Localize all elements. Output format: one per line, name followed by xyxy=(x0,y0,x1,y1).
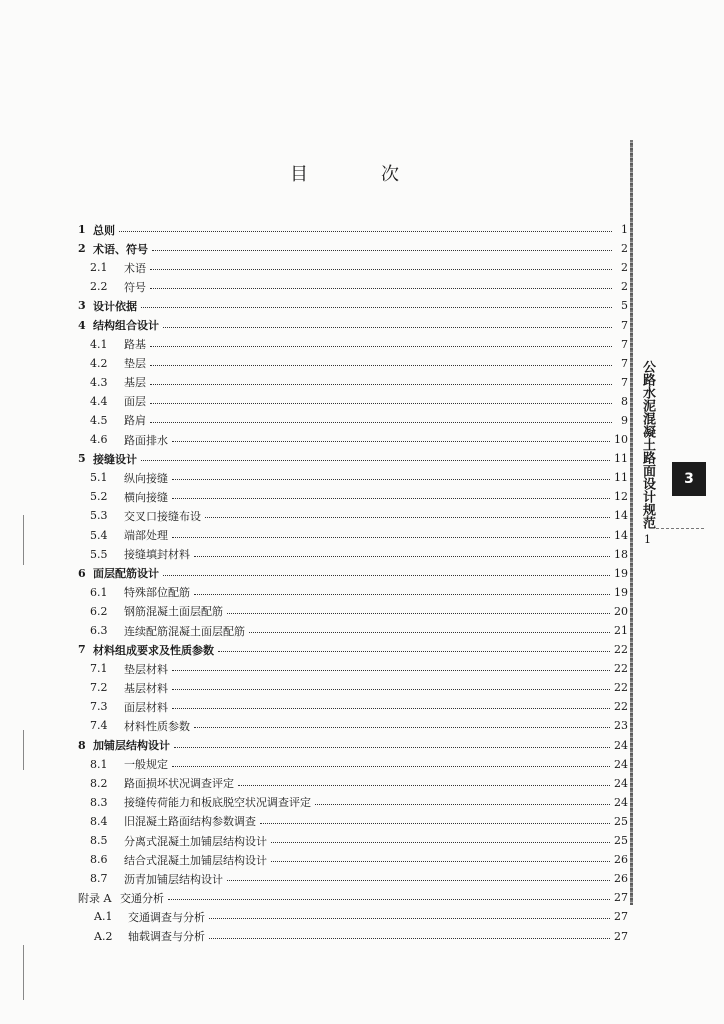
toc-entry-label: 旧混凝土路面结构参数调查 xyxy=(124,815,256,829)
toc-entry-number: 5.1 xyxy=(90,471,108,485)
dot-leader xyxy=(172,498,610,499)
dot-leader xyxy=(209,938,610,939)
toc-entry xyxy=(78,277,628,296)
toc-entry-number: 5 xyxy=(78,452,86,466)
book-spine-edge xyxy=(630,140,633,905)
toc-entry xyxy=(78,716,628,735)
toc-entry xyxy=(78,640,628,659)
dot-leader xyxy=(218,651,610,652)
toc-entry-number: 7 xyxy=(78,643,86,657)
side-book-title: 公路水泥混凝土路面设计规范 xyxy=(640,360,655,529)
toc-entry-page: 25 xyxy=(614,814,628,828)
toc-entry-number: 2.2 xyxy=(90,280,108,294)
toc-entry xyxy=(78,831,628,850)
toc-entry-page: 10 xyxy=(614,433,628,447)
toc-entry-page: 7 xyxy=(621,375,628,389)
toc-entry-number: 8.3 xyxy=(90,795,108,809)
toc-entry-label: 垫层 xyxy=(124,357,146,371)
toc-entry-page: 1 xyxy=(621,223,628,237)
toc-entry-page: 23 xyxy=(614,719,628,733)
toc-entry-page: 22 xyxy=(614,700,628,714)
title-char-2: 次 xyxy=(381,164,400,185)
toc-entry-number: 8 xyxy=(78,738,86,752)
toc-entry-label: 端部处理 xyxy=(124,529,168,543)
toc-entry-number: 5.4 xyxy=(90,528,108,542)
dot-leader xyxy=(174,747,610,748)
toc-entry-number: 5.5 xyxy=(90,547,108,561)
toc-entry-number: A.1 xyxy=(94,910,113,924)
page-title xyxy=(290,160,400,186)
toc-entry xyxy=(78,449,628,468)
toc-entry-label: 路肩 xyxy=(124,414,146,428)
dot-leader xyxy=(172,537,610,538)
toc-entry-label: 交通分析 xyxy=(120,891,164,905)
dot-leader xyxy=(172,670,610,671)
toc-entry-page: 24 xyxy=(614,776,628,790)
toc-entry-label: 基层 xyxy=(124,376,146,390)
toc-entry-number: 7.1 xyxy=(90,662,108,676)
toc-entry xyxy=(78,926,628,945)
dot-leader xyxy=(172,708,610,709)
dot-leader xyxy=(150,384,612,385)
toc-entry-label: 交叉口接缝布设 xyxy=(124,509,201,523)
toc-entry-page: 9 xyxy=(621,413,628,427)
margin-mark-1 xyxy=(23,515,24,565)
toc-entry-number: 2 xyxy=(78,242,86,256)
toc-entry-number: 8.5 xyxy=(90,834,108,848)
toc-entry-number: A.2 xyxy=(94,929,113,943)
toc-entry-number: 附录 A xyxy=(78,891,112,905)
toc-entry-page: 7 xyxy=(621,356,628,370)
toc-entry-page: 5 xyxy=(621,299,628,313)
toc-entry xyxy=(78,258,628,277)
toc-entry-page: 2 xyxy=(621,280,628,294)
toc-entry xyxy=(78,888,628,907)
toc-entry-number: 6.3 xyxy=(90,624,108,638)
toc-entry-page: 14 xyxy=(614,509,628,523)
toc-entry-label: 纵向接缝 xyxy=(124,471,168,485)
toc-entry-label: 垫层材料 xyxy=(124,662,168,676)
toc-entry xyxy=(78,335,628,354)
dot-leader xyxy=(141,460,610,461)
toc-entry-label: 结构组合设计 xyxy=(93,319,159,333)
toc-entry-number: 8.4 xyxy=(90,814,108,828)
toc-entry xyxy=(78,296,628,315)
toc-entry-number: 4.1 xyxy=(90,337,108,351)
toc-entry-label: 接缝传荷能力和板底脱空状况调查评定 xyxy=(124,796,311,810)
toc-entry-label: 符号 xyxy=(124,280,146,294)
dot-leader xyxy=(172,441,610,442)
dot-leader xyxy=(172,689,610,690)
toc-entry-label: 术语 xyxy=(124,261,146,275)
toc-entry xyxy=(78,564,628,583)
toc-entry-page: 25 xyxy=(614,834,628,848)
toc-entry xyxy=(78,621,628,640)
toc-entry-page: 22 xyxy=(614,662,628,676)
toc-entry-page: 2 xyxy=(621,242,628,256)
toc-entry-number: 1 xyxy=(78,223,86,237)
toc-entry-page: 27 xyxy=(614,891,628,905)
toc-entry xyxy=(78,545,628,564)
toc-entry-number: 7.2 xyxy=(90,681,108,695)
dot-leader xyxy=(172,479,610,480)
toc-entry-label: 设计依据 xyxy=(93,299,137,313)
toc-entry xyxy=(78,583,628,602)
toc-entry xyxy=(78,392,628,411)
toc-entry-label: 加铺层结构设计 xyxy=(93,739,170,753)
dot-leader xyxy=(249,632,610,633)
toc-entry-page: 8 xyxy=(621,394,628,408)
toc-entry-label: 一般规定 xyxy=(124,758,168,772)
toc-entry-label: 结合式混凝土加铺层结构设计 xyxy=(124,853,267,867)
toc-entry xyxy=(78,659,628,678)
toc-entry-page: 14 xyxy=(614,528,628,542)
toc-entry xyxy=(78,736,628,755)
toc-entry xyxy=(78,506,628,525)
side-page-number: 1 xyxy=(644,533,651,546)
dot-leader xyxy=(150,422,612,423)
toc-entry-label: 分离式混凝土加铺层结构设计 xyxy=(124,834,267,848)
toc-entry xyxy=(78,812,628,831)
toc-entry-page: 11 xyxy=(614,471,628,485)
dot-leader xyxy=(209,918,610,919)
toc-entry-label: 交通调查与分析 xyxy=(128,910,205,924)
toc-entry-page: 27 xyxy=(614,929,628,943)
toc-entry-number: 6.1 xyxy=(90,585,108,599)
toc-entry-number: 3 xyxy=(78,299,86,313)
dot-leader xyxy=(194,594,610,595)
toc-entry xyxy=(78,850,628,869)
toc-entry-label: 钢筋混凝土面层配筋 xyxy=(124,605,223,619)
dot-leader xyxy=(227,880,610,881)
toc-entry-page: 7 xyxy=(621,318,628,332)
toc-entry-page: 19 xyxy=(614,585,628,599)
dot-leader xyxy=(271,842,610,843)
toc-entry-page: 12 xyxy=(614,490,628,504)
toc-entry-label: 总则 xyxy=(93,223,115,237)
toc-entry-page: 24 xyxy=(614,795,628,809)
dot-leader xyxy=(238,785,610,786)
margin-mark-2 xyxy=(23,730,24,770)
dot-leader xyxy=(150,365,612,366)
dot-leader xyxy=(194,556,610,557)
dot-leader xyxy=(150,288,612,289)
toc-entry xyxy=(78,774,628,793)
toc-entry-page: 18 xyxy=(614,547,628,561)
toc-entry xyxy=(78,526,628,545)
toc-entry-label: 接缝设计 xyxy=(93,452,137,466)
toc-entry-label: 材料性质参数 xyxy=(124,719,190,733)
toc-entry-label: 横向接缝 xyxy=(124,490,168,504)
toc-entry xyxy=(78,468,628,487)
toc-entry-label: 路面排水 xyxy=(124,433,168,447)
toc-entry-page: 26 xyxy=(614,872,628,886)
toc-entry-label: 面层 xyxy=(124,395,146,409)
toc-entry xyxy=(78,220,628,239)
tab-divider xyxy=(656,528,704,530)
toc-entry xyxy=(78,487,628,506)
dot-leader xyxy=(150,269,612,270)
toc-entry-number: 7.4 xyxy=(90,719,108,733)
toc-entry-page: 19 xyxy=(614,566,628,580)
toc-entry-label: 连续配筋混凝土面层配筋 xyxy=(124,624,245,638)
toc-entry xyxy=(78,907,628,926)
dot-leader xyxy=(163,575,610,576)
dot-leader xyxy=(150,403,612,404)
toc-entry-page: 2 xyxy=(621,261,628,275)
dot-leader xyxy=(172,766,610,767)
toc-entry-page: 24 xyxy=(614,757,628,771)
toc-entry-number: 4.4 xyxy=(90,394,108,408)
toc-entry-label: 路基 xyxy=(124,338,146,352)
toc-entry-page: 7 xyxy=(621,337,628,351)
toc-entry-number: 4.5 xyxy=(90,413,108,427)
dot-leader xyxy=(194,727,610,728)
dot-leader xyxy=(260,823,610,824)
toc-entry-page: 22 xyxy=(614,681,628,695)
dot-leader xyxy=(150,346,612,347)
toc-entry-label: 术语、符号 xyxy=(93,242,148,256)
toc-entry xyxy=(78,430,628,449)
dot-leader xyxy=(119,231,612,232)
toc-entry-label: 基层材料 xyxy=(124,681,168,695)
toc-entry-label: 特殊部位配筋 xyxy=(124,586,190,600)
toc-entry-number: 4 xyxy=(78,318,86,332)
toc-entry-label: 面层配筋设计 xyxy=(93,567,159,581)
toc-entry xyxy=(78,373,628,392)
toc-entry xyxy=(78,315,628,334)
title-char-1: 目 xyxy=(290,164,309,185)
toc-entry xyxy=(78,411,628,430)
toc-entry-label: 材料组成要求及性质参数 xyxy=(93,643,214,657)
dot-leader xyxy=(168,899,610,900)
margin-mark-3 xyxy=(23,945,24,1000)
toc-entry-page: 27 xyxy=(614,910,628,924)
dot-leader xyxy=(315,804,610,805)
toc-entry-label: 沥青加铺层结构设计 xyxy=(124,872,223,886)
toc-entry-number: 8.6 xyxy=(90,853,108,867)
toc-entry xyxy=(78,354,628,373)
toc-entry-number: 8.1 xyxy=(90,757,108,771)
toc-entry xyxy=(78,697,628,716)
dot-leader xyxy=(163,327,612,328)
chapter-tab: 3 xyxy=(672,462,706,496)
toc-entry-number: 7.3 xyxy=(90,700,108,714)
toc-entry-label: 接缝填封材料 xyxy=(124,548,190,562)
toc-entry-page: 26 xyxy=(614,853,628,867)
toc-entry xyxy=(78,678,628,697)
toc-entry-label: 轴载调查与分析 xyxy=(128,930,205,944)
dot-leader xyxy=(227,613,610,614)
dot-leader xyxy=(152,250,612,251)
toc-entry-number: 5.2 xyxy=(90,490,108,504)
toc-entry-number: 4.2 xyxy=(90,356,108,370)
table-of-contents xyxy=(78,220,628,946)
dot-leader xyxy=(271,861,610,862)
toc-entry-page: 22 xyxy=(614,643,628,657)
toc-entry xyxy=(78,602,628,621)
dot-leader xyxy=(141,307,612,308)
toc-entry-number: 6.2 xyxy=(90,604,108,618)
toc-entry-label: 面层材料 xyxy=(124,700,168,714)
toc-entry-number: 5.3 xyxy=(90,509,108,523)
toc-entry xyxy=(78,793,628,812)
toc-entry-number: 6 xyxy=(78,566,86,580)
toc-entry-label: 路面损坏状况调查评定 xyxy=(124,777,234,791)
toc-entry-number: 8.7 xyxy=(90,872,108,886)
toc-entry-page: 24 xyxy=(614,738,628,752)
toc-entry xyxy=(78,869,628,888)
toc-entry-page: 11 xyxy=(614,452,628,466)
toc-entry xyxy=(78,239,628,258)
toc-entry-number: 2.1 xyxy=(90,261,108,275)
toc-entry-page: 20 xyxy=(614,604,628,618)
dot-leader xyxy=(205,517,610,518)
toc-entry-number: 4.3 xyxy=(90,375,108,389)
toc-entry-number: 4.6 xyxy=(90,433,108,447)
toc-entry-page: 21 xyxy=(614,624,628,638)
toc-entry xyxy=(78,755,628,774)
toc-entry-number: 8.2 xyxy=(90,776,108,790)
